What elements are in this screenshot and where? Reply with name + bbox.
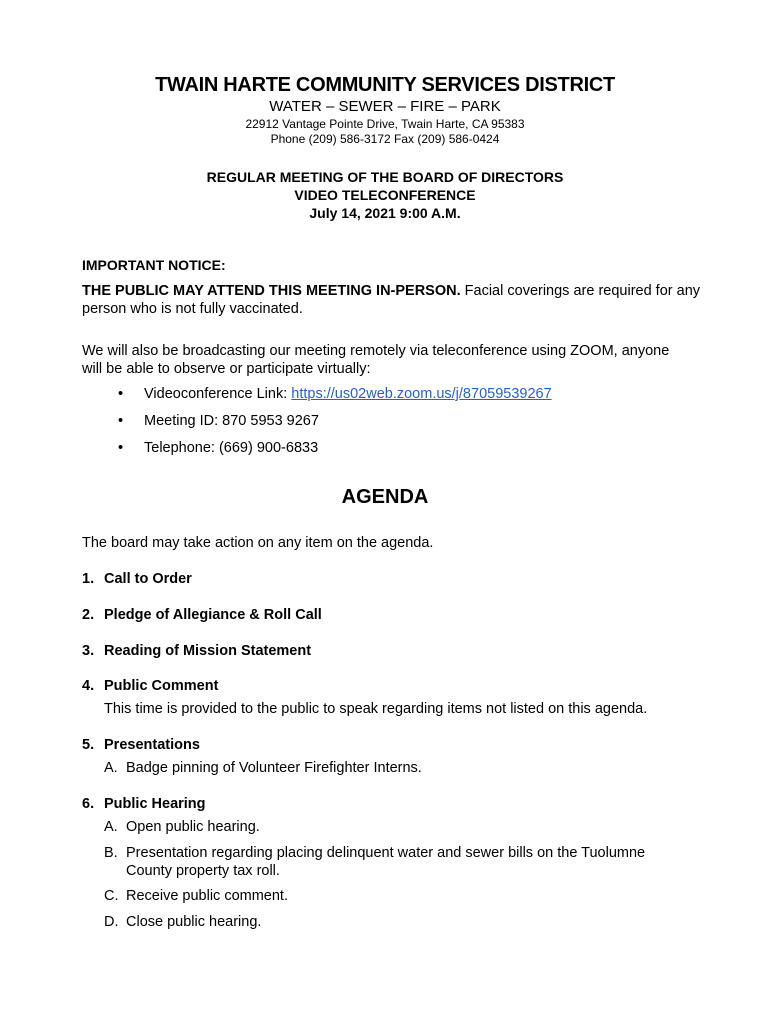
list-item xyxy=(118,385,552,412)
agenda-subitem xyxy=(104,887,694,905)
meeting-id: Meeting ID: 870 5953 9267 xyxy=(144,413,319,429)
agenda-item-title: Public Comment xyxy=(104,678,219,694)
subitem-text: Receive public comment. xyxy=(126,888,288,904)
meeting-format: VIDEO TELECONFERENCE xyxy=(294,187,476,203)
list-item xyxy=(118,412,552,439)
notice-heading: IMPORTANT NOTICE: xyxy=(82,257,226,273)
meeting-title: REGULAR MEETING OF THE BOARD OF DIRECTORS xyxy=(206,169,564,185)
agenda-item-title: Call to Order xyxy=(104,571,192,587)
agenda-intro: The board may take action on any item on the agenda. xyxy=(82,535,434,551)
list-item xyxy=(118,439,552,466)
subitem-text: Open public hearing. xyxy=(126,819,260,835)
agenda-subitem xyxy=(104,818,694,836)
remote-paragraph: We will also be broadcasting our meeting remotely via teleconference using ZOOM, anyone will be able to observe or participate virtually: xyxy=(82,343,670,377)
subitem-text: Presentation regarding placing delinquent water and sewer bills on the Tuolumne County property tax roll. xyxy=(126,845,646,879)
agenda-item-title: Reading of Mission Statement xyxy=(104,643,312,659)
agenda-subitem xyxy=(104,759,694,777)
agenda-item-number: 3. xyxy=(82,643,95,659)
telephone-number: Telephone: (669) 900-6833 xyxy=(144,440,319,456)
agenda-subitem xyxy=(104,844,694,880)
org-name: TWAIN HARTE COMMUNITY SERVICES DISTRICT xyxy=(155,74,615,96)
participation-list xyxy=(118,385,552,466)
agenda-item-number: 5. xyxy=(82,737,95,753)
link-label: Videoconference Link: xyxy=(144,386,292,402)
agenda-item-title: Presentations xyxy=(104,737,200,753)
notice-bold-text: THE PUBLIC MAY ATTEND THIS MEETING IN-PERSON. xyxy=(82,283,461,299)
agenda-item-number: 4. xyxy=(82,678,95,694)
subitem-letter: C. xyxy=(104,888,119,904)
address-line: 22912 Vantage Pointe Drive, Twain Harte, CA 95383 xyxy=(245,117,525,131)
agenda-title: AGENDA xyxy=(341,486,429,508)
subitem-text: Close public hearing. xyxy=(126,914,262,930)
agenda-item-number: 6. xyxy=(82,796,95,812)
notice-rest-text: Facial coverings are required for any person who is not fully vaccinated. xyxy=(82,283,701,317)
services-line: WATER – SEWER – FIRE – PARK xyxy=(269,98,501,115)
meeting-date: July 14, 2021 9:00 A.M. xyxy=(309,205,461,221)
agenda-subitem xyxy=(104,913,694,931)
subitem-letter: A. xyxy=(104,760,118,776)
phone-fax-line: Phone (209) 586-3172 Fax (209) 586-0424 xyxy=(270,132,500,146)
subitem-letter: A. xyxy=(104,819,118,835)
zoom-link[interactable]: https://us02web.zoom.us/j/87059539267 xyxy=(291,386,552,402)
subitem-letter: B. xyxy=(104,845,118,861)
subitem-text: Badge pinning of Volunteer Firefighter Interns. xyxy=(126,760,422,776)
subitem-letter: D. xyxy=(104,914,119,930)
notice-paragraph xyxy=(82,282,702,318)
agenda-item-number: 1. xyxy=(82,571,95,587)
agenda-item-number: 2. xyxy=(82,607,95,623)
agenda-item-title: Pledge of Allegiance & Roll Call xyxy=(104,607,322,623)
agenda-item-description: This time is provided to the public to speak regarding items not listed on this agenda. xyxy=(104,701,648,717)
agenda-item-title: Public Hearing xyxy=(104,796,206,812)
